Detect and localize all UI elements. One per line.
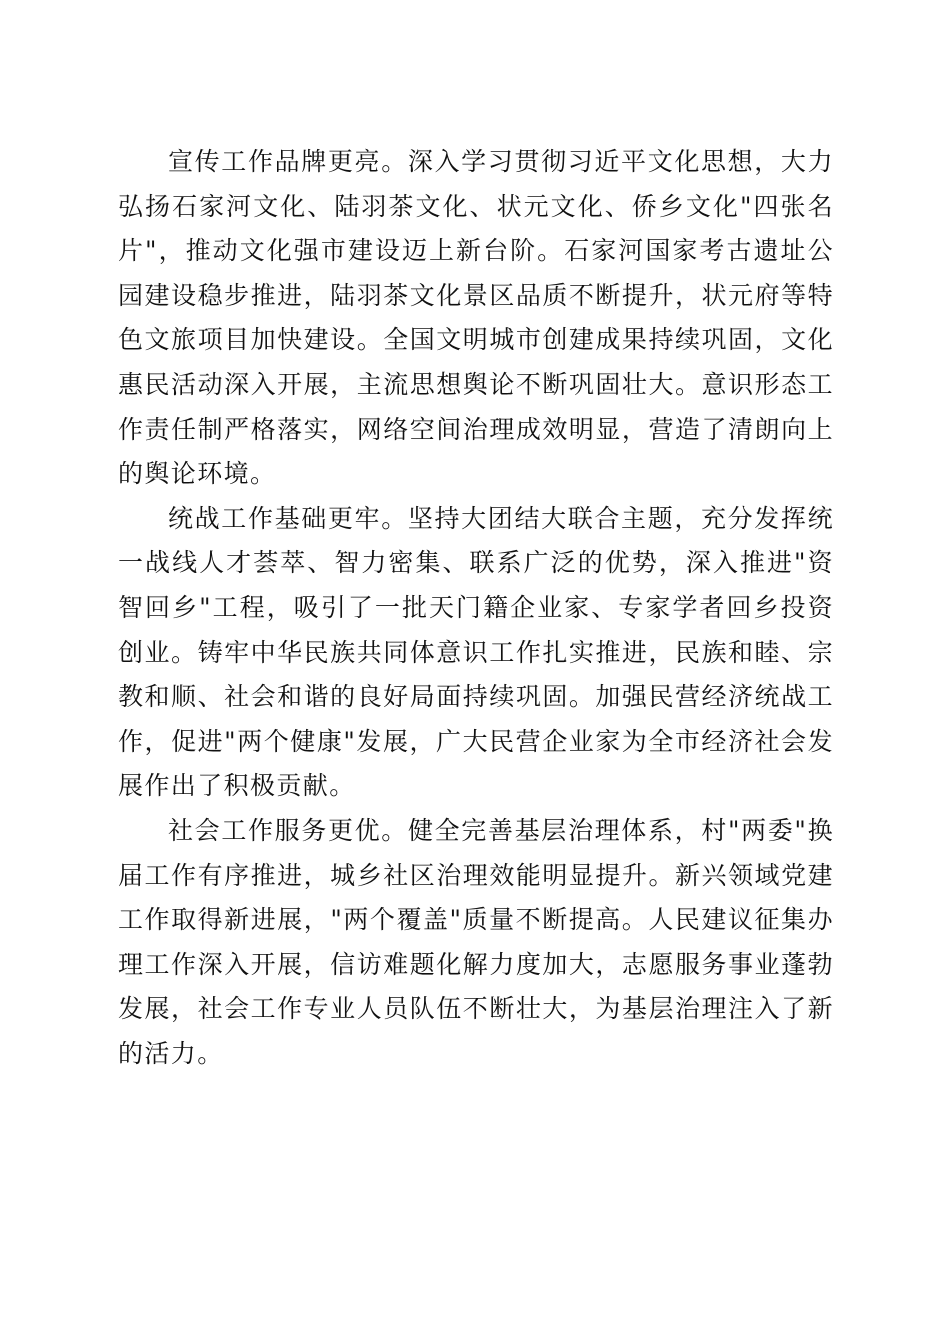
paragraph-social-work: 社会工作服务更优。健全完善基层治理体系，村"两委"换届工作有序推进，城乡社区治理效能明显提升。新兴领域党建工作取得新进展，"两个覆盖"质量不断提高。人民建议征集办理工作深入开展，信访难题化解力度加大，志愿服务事业蓬勃发展，社会工作专业人员队伍不断壮大，为基层治理注入了新的活力。 xyxy=(118,815,834,1068)
document-body xyxy=(118,140,834,1076)
paragraph-propaganda-work: 宣传工作品牌更亮。深入学习贯彻习近平文化思想，大力弘扬石家河文化、陆羽茶文化、状元文化、侨乡文化"四张名片"，推动文化强市建设迈上新台阶。石家河国家考古遗址公园建设稳步推进，陆羽茶文化景区品质不断提升，状元府等特色文旅项目加快建设。全国文明城市创建成果持续巩固，文化惠民活动深入开展，主流思想舆论不断巩固壮大。意识形态工作责任制严格落实，网络空间治理成效明显，营造了清朗向上的舆论环境。 xyxy=(118,147,834,489)
paragraph-united-front-work: 统战工作基础更牢。坚持大团结大联合主题，充分发挥统一战线人才荟萃、智力密集、联系广泛的优势，深入推进"资智回乡"工程，吸引了一批天门籍企业家、专家学者回乡投资创业。铸牢中华民族共同体意识工作扎实推进，民族和睦、宗教和顺、社会和谐的良好局面持续巩固。加强民营经济统战工作，促进"两个健康"发展，广大民营企业家为全市经济社会发展作出了积极贡献。 xyxy=(118,503,834,801)
